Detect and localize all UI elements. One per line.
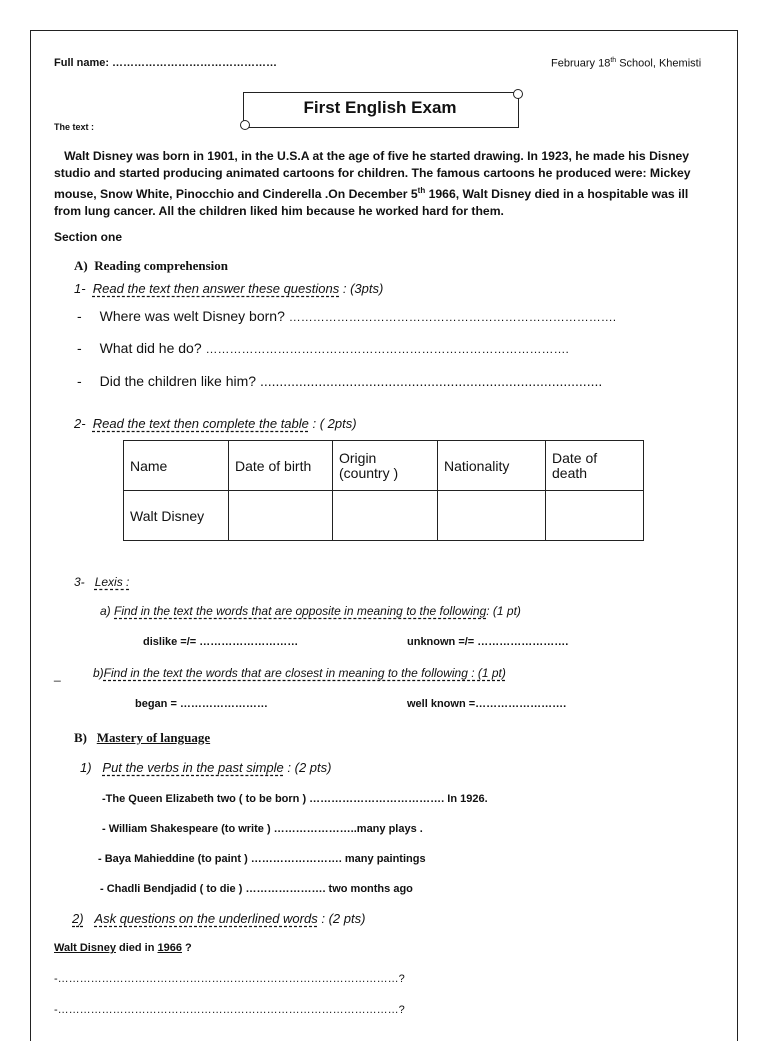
- qa-label: a): [100, 604, 111, 618]
- question-3: [74, 575, 129, 589]
- q1-num: 1-: [74, 281, 86, 296]
- text-label: The text :: [54, 122, 95, 132]
- m1-num: 1): [80, 760, 92, 775]
- underlined-subject: Walt Disney: [54, 942, 116, 954]
- q2-text: Read the text then complete the table: [92, 416, 309, 431]
- reading-heading-num: A): [74, 258, 88, 273]
- mastery-question-2: [72, 911, 365, 926]
- scroll-curl-icon: [240, 120, 250, 130]
- q2-points: : ( 2pts): [312, 416, 357, 431]
- question-1: [74, 281, 383, 296]
- underlined-year: 1966: [157, 942, 182, 954]
- exam-title: First English Exam: [303, 98, 457, 117]
- qb-text: Find in the text the words that are closest in meaning to the following : (1 pt): [103, 666, 506, 680]
- mastery-question-1: [80, 760, 331, 775]
- question-2: [74, 416, 357, 431]
- answer-line[interactable]: -…………………………………………………………………………………?: [54, 973, 405, 985]
- question-line-2[interactable]: [77, 340, 569, 356]
- date-sup: th: [610, 57, 617, 64]
- answer-dots: ........................................................................................: [259, 373, 603, 389]
- passage-part-1: Walt Disney was born in 1901, in the U.S.A at the age of five he started drawing. In 1923, he made his Disney studio and started producing animated cartoons for children. The famous cartoons he produced were: Mickey mouse, Snow White, Pinocchio and Cinderella .On December 5: [54, 149, 691, 202]
- date-school-line: [551, 57, 701, 70]
- m1-points: : (2 pts): [287, 760, 332, 775]
- q1-text: Read the text then answer these questions: [92, 281, 340, 296]
- m1-text: Put the verbs in the past simple: [102, 760, 284, 775]
- table-header-row: [124, 441, 644, 491]
- passage-part-2: 1966, Walt Disney died in a hospitable was ill from lung cancer. All the children liked him because he worked hard for them.: [54, 187, 689, 219]
- m2-num: 2): [72, 911, 84, 926]
- passage-sup: th: [417, 186, 426, 195]
- m2-points: : (2 pts): [321, 911, 366, 926]
- header-date-of-death: Date of death: [546, 441, 644, 491]
- opposite-dislike[interactable]: dislike =/= ………………………: [143, 636, 299, 648]
- reading-passage: [54, 148, 704, 220]
- answer-dots: ……………………………………………………………………….: [288, 310, 617, 324]
- cell-origin[interactable]: [333, 491, 438, 541]
- full-name-label: Full name: ………………………………………: [54, 57, 278, 69]
- mastery-heading-num: B): [74, 730, 87, 745]
- synonym-began[interactable]: began = ……………………: [135, 698, 268, 710]
- question-3b: [93, 666, 506, 680]
- qb-label: b): [93, 666, 104, 680]
- question-line-1[interactable]: [77, 308, 616, 324]
- question-text: What did he do?: [99, 340, 202, 356]
- answer-line[interactable]: -…………………………………………………………………………………?: [54, 1004, 405, 1016]
- verb-item[interactable]: -The Queen Elizabeth two ( to be born ) ………………………………. In 1926.: [102, 793, 488, 805]
- verb-item[interactable]: - William Shakespeare (to write ) …………………..many plays .: [102, 823, 423, 835]
- date-text: February 18: [551, 57, 611, 70]
- question-text: Did the children like him?: [99, 373, 257, 389]
- reading-heading: [74, 258, 228, 274]
- bullet: -: [77, 308, 82, 324]
- header-nationality: Nationality: [438, 441, 546, 491]
- qa-text: Find in the text the words that are opposite in meaning to the following: [114, 604, 487, 618]
- bullet: -: [77, 373, 82, 389]
- q3-num: 3-: [74, 575, 85, 589]
- synonym-well-known[interactable]: well known =…………………….: [407, 698, 567, 710]
- q3-text: Lexis :: [94, 575, 130, 589]
- margin-mark: _: [54, 668, 61, 682]
- reading-heading-text: Reading comprehension: [94, 258, 228, 273]
- answer-dots: ……………………………………………………………………………….: [205, 342, 569, 356]
- opposite-unknown[interactable]: unknown =/= …………………….: [407, 636, 569, 648]
- exam-title-banner: [243, 92, 523, 130]
- cell-nationality[interactable]: [438, 491, 546, 541]
- sentence-text: died in: [115, 942, 158, 954]
- biography-table: [123, 440, 644, 541]
- sentence-end: ?: [182, 942, 192, 954]
- underlined-sentence: [54, 942, 192, 954]
- q2-num: 2-: [74, 416, 86, 431]
- m2-text: Ask questions on the underlined words: [94, 911, 318, 926]
- question-3a: [100, 604, 521, 618]
- verb-item[interactable]: - Chadli Bendjadid ( to die ) …………………. two months ago: [100, 883, 413, 895]
- cell-date-of-death[interactable]: [546, 491, 644, 541]
- mastery-heading: [74, 730, 210, 746]
- question-text: Where was welt Disney born?: [99, 308, 285, 324]
- bullet: -: [77, 340, 82, 356]
- question-line-3[interactable]: [77, 373, 602, 389]
- section-one-heading: Section one: [54, 230, 123, 244]
- header-origin: Origin (country ): [333, 441, 438, 491]
- school-text: School, Khemisti: [616, 57, 702, 70]
- cell-name: Walt Disney: [124, 491, 229, 541]
- cell-date-of-birth[interactable]: [229, 491, 333, 541]
- header-date-of-birth: Date of birth: [229, 441, 333, 491]
- mastery-heading-text: Mastery of language: [96, 730, 211, 745]
- verb-item[interactable]: - Baya Mahieddine (to paint ) ……………………. many paintings: [98, 853, 426, 865]
- table-row: [124, 491, 644, 541]
- q1-points: : (3pts): [342, 281, 384, 296]
- header-name: Name: [124, 441, 229, 491]
- qa-points: : (1 pt): [486, 604, 521, 618]
- full-name-field[interactable]: [54, 57, 277, 69]
